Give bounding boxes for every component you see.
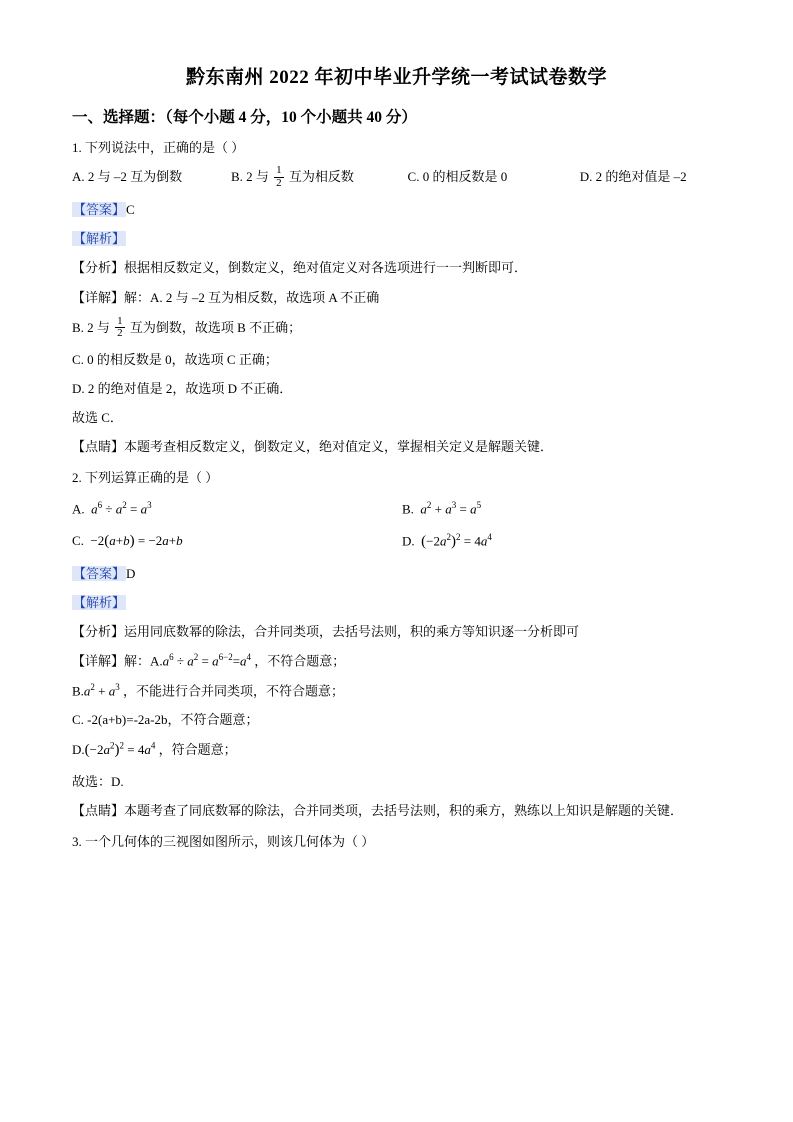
question-1-answer: C (126, 202, 135, 218)
question-2-analysis-line-5: $D.(-2a^2)^2 = 4a^4$ ，符合题意； (72, 741, 237, 759)
question-1-text: 下列说法中，正确的是（ ） (85, 140, 245, 155)
fraction-one-half-2: $\frac{1}{2}$ (117, 314, 123, 340)
option-a: A. 2 与 –2 互为倒数 (72, 169, 183, 185)
question-2-text: 下列运算正确的是（ ） (85, 470, 219, 486)
question-2-stem (72, 467, 721, 486)
question-2-answer: D (126, 565, 136, 581)
question-1-analysis-line-4: C. 0 的相反数是 0，故选项 C 正确； (72, 351, 278, 367)
question-3-number: 3. (72, 834, 82, 849)
question-2-analysis-line-7: 【点睛】本题考查了同底数幂的除法，合并同类项，去括号法则，积的乘方，熟练以上知识是解题的关键． (72, 802, 684, 818)
question-3-text: 一个几何体的三视图如图所示，则该几何体为（ ） (85, 834, 375, 849)
question-2-analysis-line-2: 【详解】解：$A.a^6 \div a^2 = a^{6-2}=a^4$ ，不符合题意； (72, 652, 346, 669)
option-d: D. $(-2a^2)^2 = 4a^4$ (402, 531, 492, 549)
question-2-analysis-label (72, 593, 721, 613)
question-1-analysis-label (72, 229, 721, 249)
option-b: B. 2 与 $\frac{1}{2}$ 互为相反数 (230, 164, 354, 189)
option-a: A. $a^6 \div a^2 = a^3$ (72, 500, 152, 517)
fraction-one-half: $\frac{1}{2}$ (276, 164, 282, 189)
question-2-analysis-line-6: 故选：D. (72, 773, 124, 789)
question-2-options-row-2 (72, 532, 721, 550)
question-1-answer-line (72, 200, 721, 220)
question-2-analysis-line-4: C. -2(a+b)=-2a-2b，不符合题意； (72, 712, 259, 728)
question-2-analysis-line-1: 【分析】运用同底数幂的除法，合并同类项，去括号法则，积的乘方等知识逐一分析即可 (72, 624, 580, 640)
question-2-answer-line (72, 564, 721, 584)
option-c: C. −2(a+b) = −2a+b (72, 532, 183, 549)
question-1-analysis-line-6: 故选 C． (72, 410, 123, 426)
question-2-options-row-1 (72, 500, 721, 517)
answer-label: 【答案】 (73, 565, 126, 581)
option-d: D. 2 的绝对值是 –2 (579, 169, 687, 185)
question-1-analysis-line-2: 【详解】解：A. 2 与 –2 互为相反数，故选项 A 不正确 (72, 289, 380, 305)
question-1-stem (72, 137, 721, 156)
question-1-analysis-line-3: B. 2 与 $\frac{1}{2}$ 互为倒数，故选项 B 不正确； (72, 314, 302, 340)
question-2-number: 2. (72, 470, 82, 486)
section-heading: 一、选择题：（每个小题 4 分，10 个小题共 40 分） (72, 109, 417, 126)
option-b: B. $a^2 + a^3 = a^5$ (402, 500, 482, 517)
analysis-label: 【解析】 (73, 231, 126, 247)
page-title: 黔东南州 2022 年初中毕业升学统一考试试卷数学 (185, 67, 607, 88)
question-1-analysis-line-7: 【点睛】本题考查相反数定义，倒数定义，绝对值定义，掌握相关定义是解题关键． (72, 439, 554, 455)
question-1-options (72, 166, 721, 190)
question-1-number: 1. (72, 140, 82, 155)
answer-label: 【答案】 (73, 202, 126, 218)
question-2-analysis-line-3: $B.a^2 + a^3$ ，不能进行合并同类项，不符合题意； (72, 681, 345, 699)
question-1-analysis-line-1: 【分析】根据相反数定义，倒数定义，绝对值定义对各选项进行一一判断即可． (72, 260, 528, 276)
analysis-label: 【解析】 (73, 595, 126, 611)
option-c: C. 0 的相反数是 0 (407, 169, 508, 185)
question-3-stem (72, 831, 721, 850)
question-1-analysis-line-5: D. 2 的绝对值是 2，故选项 D 不正确． (72, 380, 293, 396)
